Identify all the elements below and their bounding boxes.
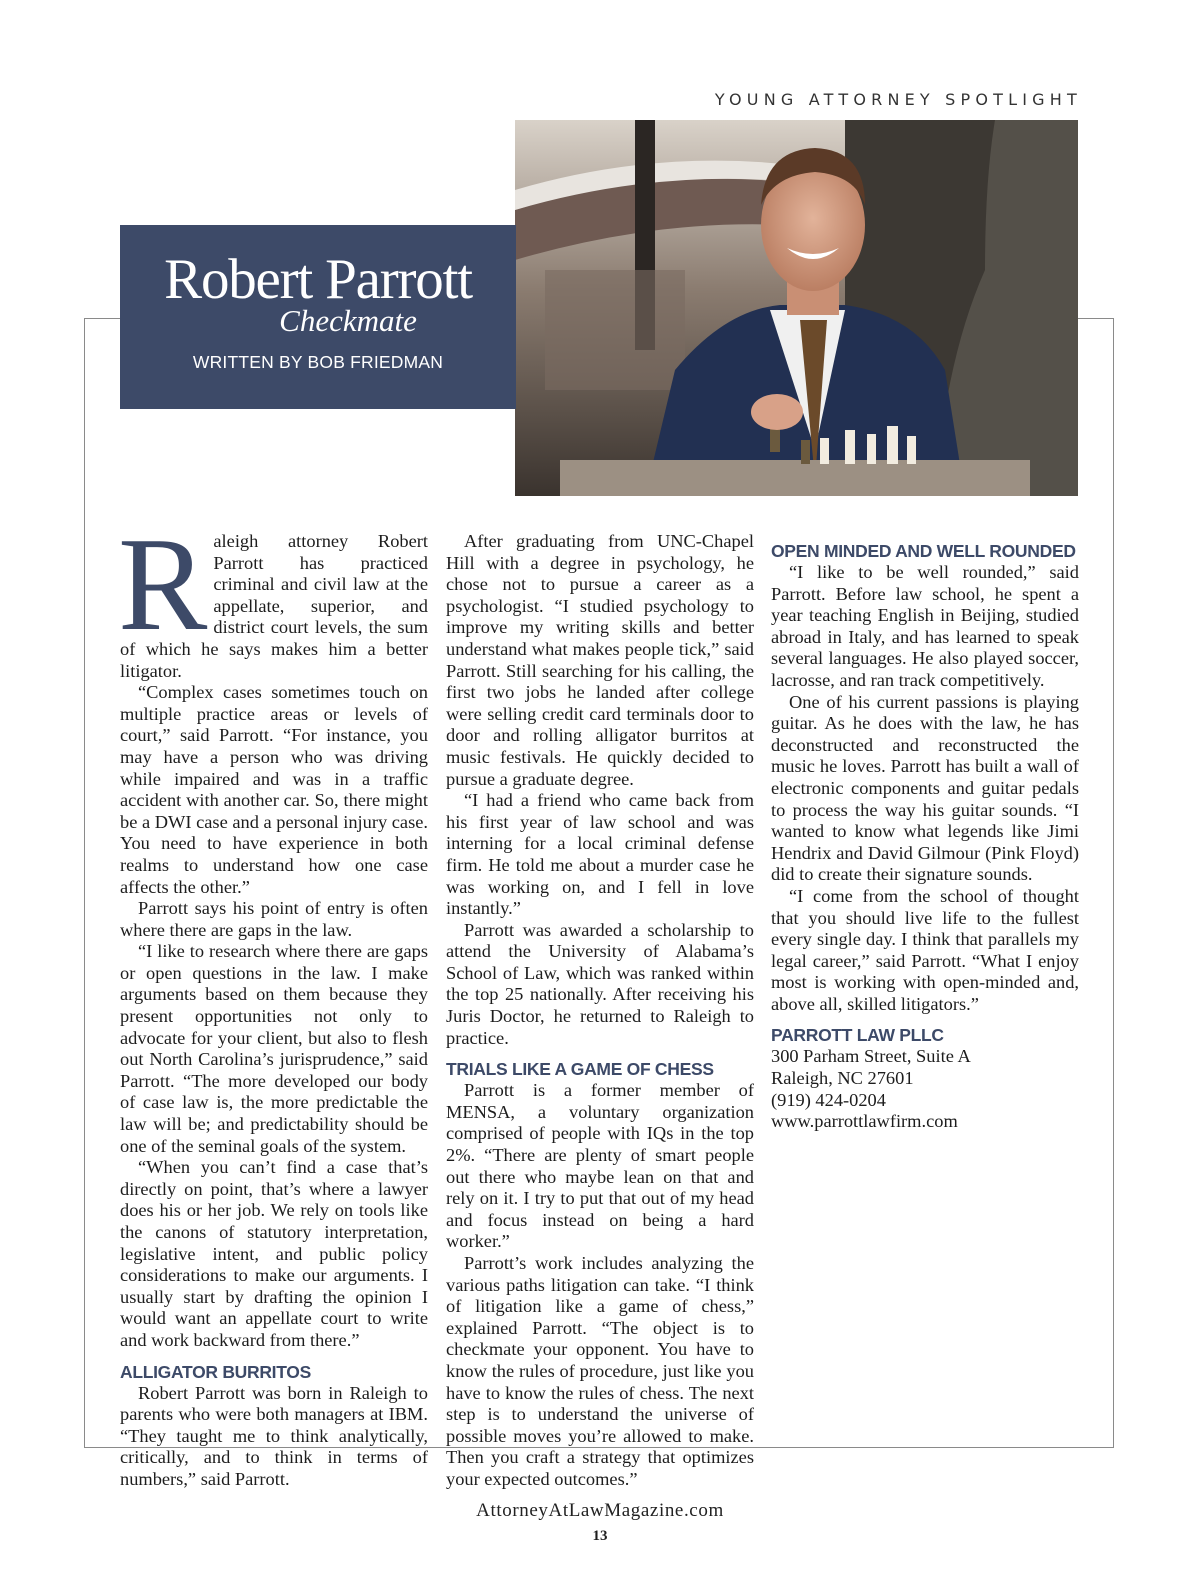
firm-street: 300 Parham Street, Suite A	[771, 1046, 971, 1067]
paragraph: Parrott was awarded a scholarship to attend the University of Alabama’s School of Law, which was ranked within the top 25 nationally. After receiving his Juris Doctor, he returned to Raleigh to practice.	[446, 919, 754, 1048]
title-block	[120, 225, 516, 409]
paragraph: After graduating from UNC-Chapel Hill with a degree in psychology, he chose not to pursue a career as a psychologist. “I studied psychology to improve my writing skills and better understand what makes people tick,” said Parrott. Still searching for his calling, the first two jobs he landed after college were selling credit card terminals door to door and rolling alligator burritos at music festivals. He quickly decided to pursue a graduate degree.	[446, 531, 754, 789]
portrait-photo	[515, 120, 1078, 496]
section-heading: OPEN MINDED AND WELL ROUNDED	[771, 541, 1076, 561]
paragraph: Parrott is a former member of MENSA, a voluntary organization comprised of people with IQs in the top 2%. “There are plenty of smart people out there who maybe lean on that and rely on it. I try to put that out of my head and focus instead on being a hard worker.”	[446, 1080, 754, 1252]
paragraph: “When you can’t find a case that’s directly on point, that’s where a lawyer does his or her job. We rely on tools like the canons of statutory interpretation, legislative intent, and public policy considerations to make our arguments. I usually start by drafting the opinion I would want an appellate court to write and work backward from there.”	[120, 1157, 428, 1350]
article-column-1	[118, 510, 428, 1491]
article-title: Robert Parrott	[164, 248, 472, 311]
firm-name-heading: PARROTT LAW PLLC	[771, 1025, 944, 1046]
section-kicker: YOUNG ATTORNEY SPOTLIGHT	[714, 90, 1082, 109]
paragraph: Parrott says his point of entry is often where there are gaps in the law.	[120, 898, 428, 940]
paragraph: “I like to be well rounded,” said Parrott. Before law school, he spent a year teaching English in Beijing, studied abroad in Italy, and has learned to speak several languages. He also played soccer, lacrosse, and ran track competitively.	[771, 562, 1079, 690]
article-column-2	[446, 531, 754, 1491]
paragraph: One of his current passions is playing guitar. As he does with the law, he has deconstructed and reconstructed the music he loves. Parrott has built a wall of electronic components and guitar pedals to process the way his guitar sounds. “I wanted to know what legends like Jimi Hendrix and David Gilmour (Pink Floyd) did to create their signature sounds.	[771, 691, 1079, 885]
paragraph: Raleigh attorney Robert Parrott has practiced criminal and civil law at the appellate, superior, and district court levels, the sum of which he says makes him a better litigator.	[118, 510, 428, 681]
paragraph: “I like to research where there are gaps or open questions in the law. I make arguments based on them because they present opportunities not only to advocate for your client, but also to flesh out North Carolina’s jurisprudence,” said Parrott. “The more developed our body of case law is, the more predictable the law will be; and predictability should be one of the seminal goals of the system.	[120, 941, 428, 1156]
footer-site: AttorneyAtLawMagazine.com	[476, 1500, 724, 1521]
paragraph: “I had a friend who came back from his first year of law school and was interning for a local criminal defense firm. He told me about a murder case he was working on, and I fell in love instantly.”	[446, 790, 754, 919]
firm-city: Raleigh, NC 27601	[771, 1068, 914, 1089]
article-subtitle: Checkmate	[279, 303, 417, 338]
drop-cap: R	[118, 510, 208, 658]
paragraph: Robert Parrott was born in Raleigh to parents who were both managers at IBM. “They taught me to think analytically, critically, and to think in terms of numbers,” said Parrott.	[120, 1382, 428, 1489]
paragraph: “Complex cases sometimes touch on multiple practice areas or levels of court,” said Parrott. “For instance, you may have a person who was driving while impaired and was in a traffic accident with another car. So, there might be a DWI case and a personal injury case. You need to have experience in both realms to understand how one case affects the other.”	[120, 682, 428, 897]
byline: WRITTEN BY BOB FRIEDMAN	[192, 352, 444, 372]
page-number: 13	[592, 1528, 608, 1544]
section-heading: TRIALS LIKE A GAME OF CHESS	[446, 1059, 714, 1080]
paragraph: Parrott’s work includes analyzing the various paths litigation can take. “I think of litigation like a game of chess,” explained Parrott. “The object is to checkmate your opponent. You have to know the rules of procedure, just like you have to know the rules of chess. The next step is to understand the universe of possible moves you’re allowed to make. Then you craft a strategy that optimizes your expected outcomes.”	[446, 1253, 754, 1489]
firm-phone: (919) 424-0204	[771, 1089, 886, 1110]
chess-portrait-image	[515, 120, 1078, 496]
section-heading: ALLIGATOR BURRITOS	[120, 1361, 311, 1382]
article-column-3	[771, 531, 1079, 1133]
firm-website: www.parrottlawfirm.com	[771, 1111, 958, 1132]
paragraph: “I come from the school of thought that you should live life to the fullest every single day. I think that parallels my legal career,” said Parrott. “What I enjoy most is working with open-minded and, above all, skilled litigators.”	[771, 885, 1079, 1014]
